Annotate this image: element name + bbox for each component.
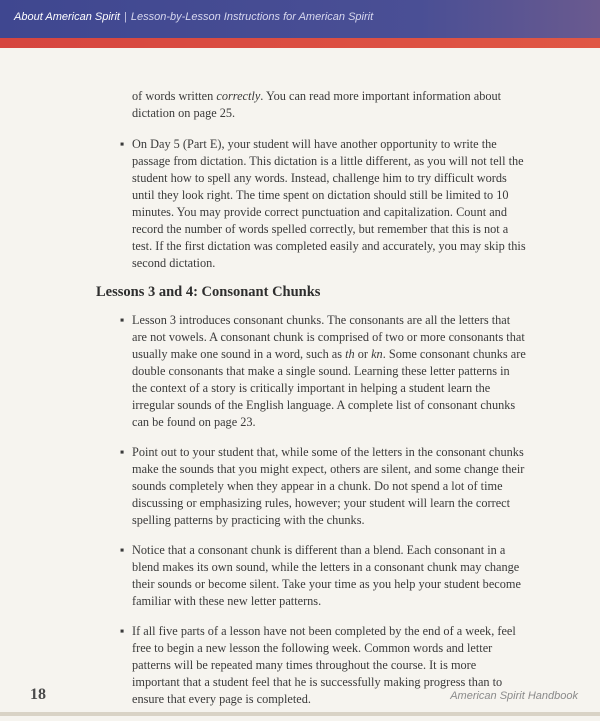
bullet-icon: ▪ bbox=[120, 624, 125, 638]
header-stripe bbox=[0, 38, 600, 48]
header-section: About American Spirit bbox=[14, 11, 120, 23]
list-item bbox=[96, 136, 526, 272]
bullet-text: Notice that a consonant chunk is different than a blend. Each consonant in a blend makes its own sound, while the letters in a consonant chunk may change their sounds or become silent. Take your time as you help your student become familiar with these new letter patterns. bbox=[132, 543, 521, 608]
page-body bbox=[96, 88, 526, 721]
bullet-text-after: . Some consonant chunks are double consonants that make a single sound. Learning these letter patterns in the context of a story is critically important in helping a student learn the irregular sounds of the English language. A complete list of consonant chunks can be found on page 23. bbox=[132, 347, 526, 429]
dictation-list bbox=[96, 136, 526, 272]
continued-text-after: . You can read more important information about dictation on page 25. bbox=[132, 89, 502, 120]
footer-rule bbox=[0, 712, 600, 716]
bullet-text: Point out to your student that, while some of the letters in the consonant chunks make the sounds that you might expect, others are silent, and some change their sounds completely when they appear in a chunk. Do not spend a lot of time discussing or emphasizing rules, however; your student will learn the correct spelling patterns by practicing with the chunks. bbox=[132, 445, 525, 527]
book-title: American Spirit Handbook bbox=[450, 690, 578, 702]
bullet-text-before: Lesson 3 introduces consonant chunks. The consonants are all the letters that are not vowels. A consonant chunk is comprised of two or more consonants that usually make one sound in a word, such as bbox=[132, 313, 525, 361]
bullet-icon: ▪ bbox=[120, 137, 125, 151]
bullet-text: If all five parts of a lesson have not been completed by the end of a week, feel free to begin a new lesson the following week. Common words and letter patterns will be repeated many times throughout the course. It is more important that a student feel that he is successfully making progress than to ensure that every page is completed. bbox=[132, 624, 516, 706]
bullet-icon: ▪ bbox=[120, 543, 125, 557]
header-subtitle: Lesson-by-Lesson Instructions for American Spirit bbox=[130, 11, 374, 23]
day5-bullet-text: On Day 5 (Part E), your student will have another opportunity to write the passage from dictation. This dictation is a little different, as you will not tell the student how to spell any words. Instead, challenge him to try difficult words until they look right. The time spent on dictation should still be limited to 10 minutes. You may provide correct punctuation and capitalization. Count and record the number of words spelled correctly, but remember that this is not a test. If the first dictation was completed easily and accurately, you may skip this second dictation. bbox=[132, 137, 526, 270]
bullet-text-middle: or bbox=[354, 347, 372, 361]
example-kn: kn bbox=[371, 347, 383, 361]
bullet-icon: ▪ bbox=[120, 313, 125, 327]
page-number: 18 bbox=[30, 686, 46, 703]
example-th: th bbox=[345, 347, 355, 361]
header-separator: | bbox=[123, 11, 127, 23]
running-header bbox=[14, 11, 373, 23]
continued-text-before: of words written bbox=[132, 89, 217, 103]
list-item bbox=[96, 312, 526, 431]
section-heading: Lessons 3 and 4: Consonant Chunks bbox=[96, 284, 321, 300]
continued-paragraph bbox=[132, 88, 526, 122]
list-item bbox=[96, 542, 526, 610]
continued-text-emphasis: correctly bbox=[216, 89, 261, 103]
list-item bbox=[96, 444, 526, 529]
consonant-chunks-list bbox=[96, 312, 526, 708]
bullet-icon: ▪ bbox=[120, 445, 125, 459]
